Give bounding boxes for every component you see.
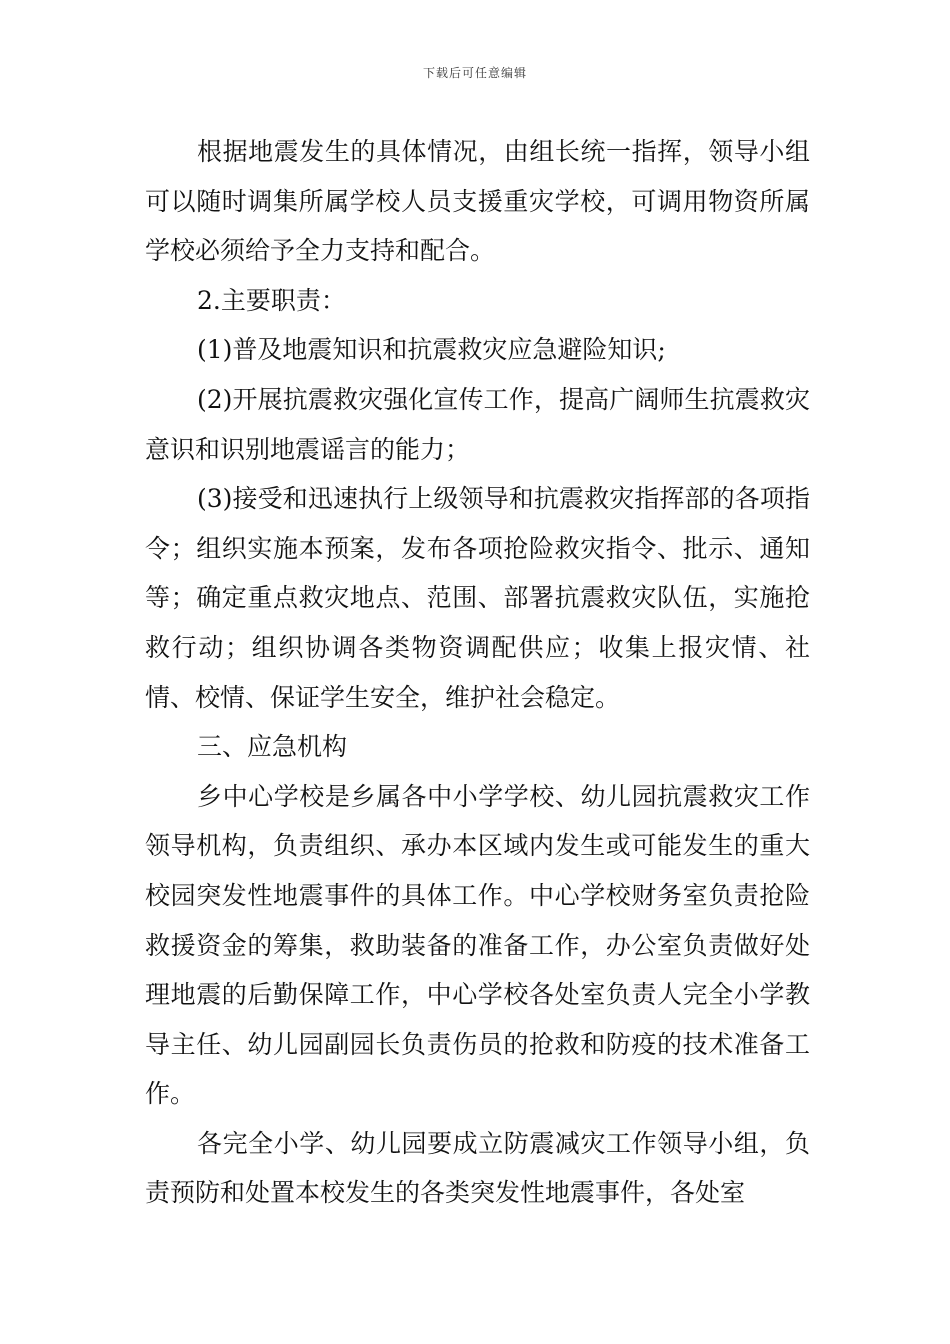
document-body [145, 127, 810, 1218]
paragraph-central-school: 乡中心学校是乡属各中小学学校、幼儿园抗震救灾工作领导机构，负责组织、承办本区域内发生或可能发生的重大校园突发性地震事件的具体工作。中心学校财务室负责抢险救援资金的筹集，救助装备的准备工作，办公室负责做好处理地震的后勤保障工作，中心学校各处室负责人完全小学教导主任、幼儿园副园长负责伤员的抢救和防疫的技术准备工作。 [145, 781, 810, 1109]
paragraph-duty-3: (3)接受和迅速执行上级领导和抗震救灾指挥部的各项指令；组织实施本预案，发布各项抢险救灾指令、批示、通知等；确定重点救灾地点、范围、部署抗震救灾队伍，实施抢救行动；组织协调各类物资调配供应；收集上报灾情、社情、校情、保证学生安全，维护社会稳定。 [145, 484, 810, 712]
header-note: 下载后可任意编辑 [422, 66, 527, 80]
paragraph-duty-2: (2)开展抗震救灾强化宣传工作，提高广阔师生抗震救灾意识和识别地震谣言的能力； [145, 384, 810, 464]
section-heading-emergency-agency: 三、应急机构 [197, 732, 348, 762]
paragraph-leading-group: 各完全小学、幼儿园要成立防震减灾工作领导小组，负责预防和处置本校发生的各类突发性地震事件，各处室 [145, 1128, 810, 1208]
paragraph-duties-heading: 2.主要职责： [197, 285, 346, 315]
paragraph-duty-1: (1)普及地震知识和抗震救灾应急避险知识; [197, 335, 666, 365]
paragraph-command: 根据地震发生的具体情况，由组长统一指挥，领导小组可以随时调集所属学校人员支援重灾学校，可调用物资所属学校必须给予全力支持和配合。 [145, 137, 810, 266]
